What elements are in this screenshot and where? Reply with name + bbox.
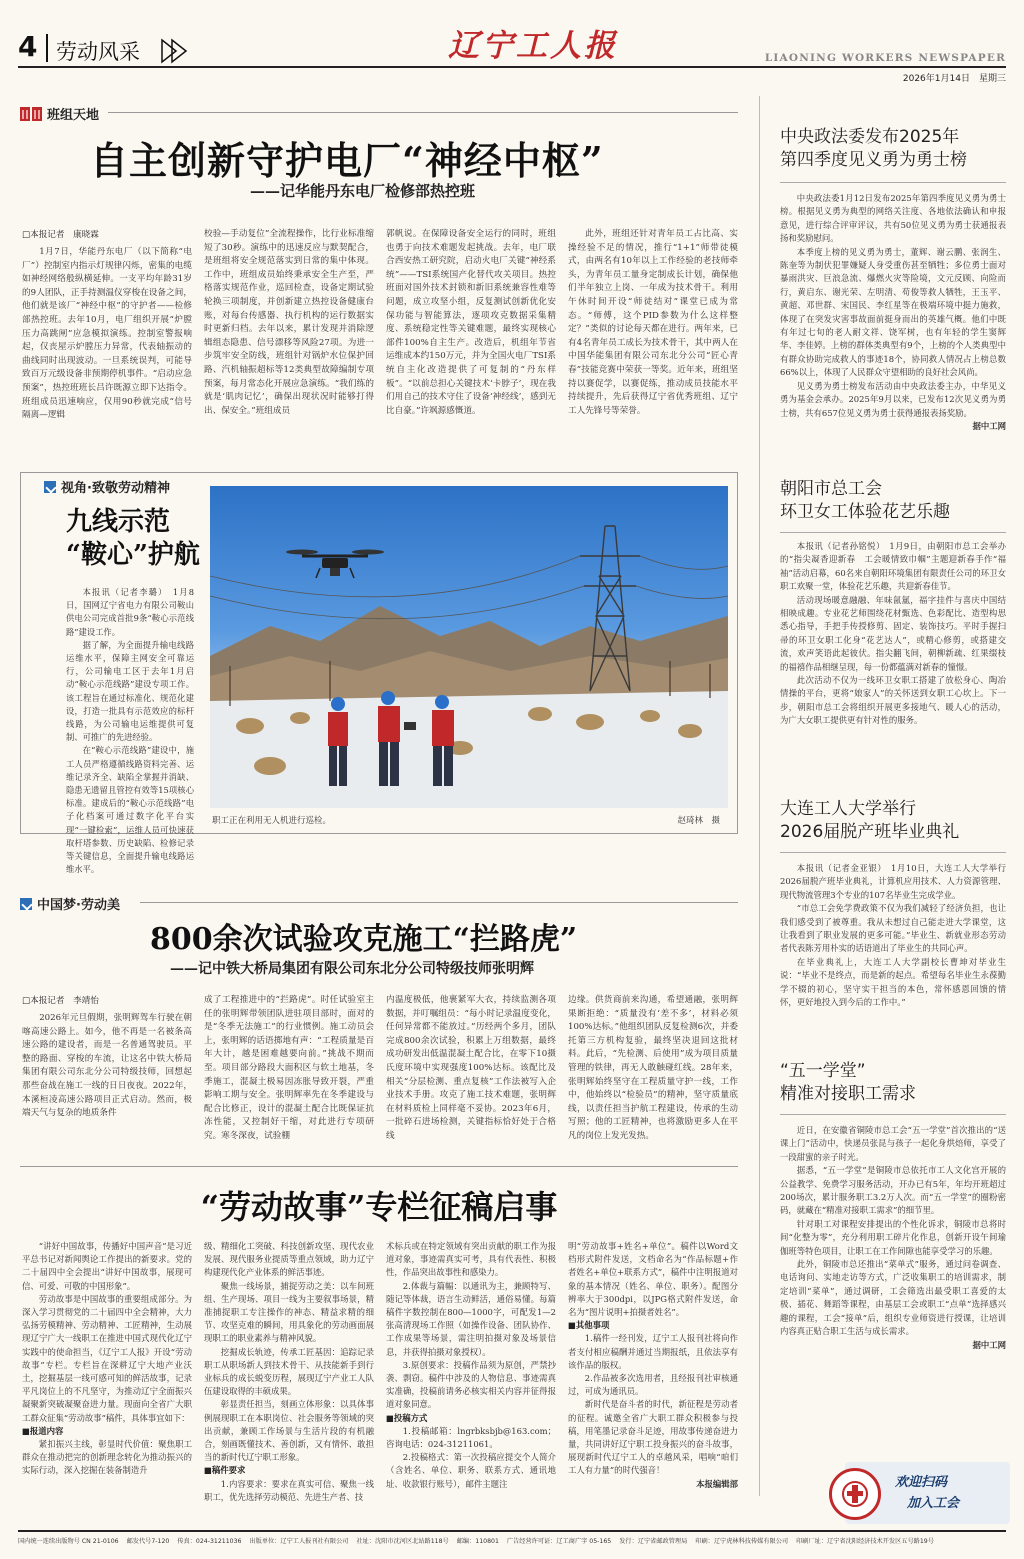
article3-title: 800余次试验攻克施工“拦路虎” [150,922,578,957]
header-arrow-decoration [160,38,190,64]
article2-photo [210,486,728,808]
sidebar4-title [780,1060,1010,1106]
article4-title: “劳动故事”专栏征稿启事 [200,1188,558,1226]
sidebar2-paragraph: 本报讯（记者孙铭悦） 1月9日，由朝阳市总工会举办的“指尖凝香迎新春 工会暖情致巾帼”主题迎新春手作“福袖”活动启幕，60名来自朝阳环境集团有限责任公司的环卫女职工欢聚一堂，体验花艺乐趣，共迎新春佳节。 [780,541,1006,592]
article1-tag-rule [108,112,738,113]
drone-graphic [286,550,384,579]
qr-promo-banner[interactable] [845,1462,1010,1524]
sidebar1-rule [780,182,1006,183]
article2-title [66,506,200,572]
sidebar3-title [780,798,1010,844]
article3-column-4 [568,994,738,1152]
sidebar2-paragraph: 此次活动不仅为一线环卫女职工搭建了放松身心、陶冶情操的平台，更将“娘家人”的关怀送到女职工心坎上。下一步，朝阳市总工会将组织开展更多接地气、暖人心的活动，为广大女职工提供更有针对性的服务。 [780,675,1006,726]
footer-item: 发行：辽宁省邮政管理局 [619,1538,688,1545]
article4-subhead: ■投稿方式 [386,1412,428,1423]
sidebar4-body [780,1124,1006,1368]
article4-top-rule [20,1166,738,1167]
article3-column-3 [386,994,556,1152]
article4-paragraph: 2.投稿格式：第一次投稿应提交个人简介（含姓名、单位、职务、联系方式、通讯地址、收款银行账号），邮件主题注 [386,1452,556,1489]
article3-section-tag [20,894,120,913]
article1-section-tag [20,104,99,123]
article3-col2-text: 成了工程推进中的“拦路虎”。时任试验室主任的张明辉带领团队进驻项目部时，面对的是“冬季无法施工”的行业惯例。施工动员会上，张明辉的话语掷地有声：“工程质量是百年大计，越是困难越要向前。”挑战不期而至。项目部分路段大面积区与软土地基，冬季施工，混凝土极易因冻胀导致开裂，严重影响工期与安全。张明辉率先在冬季建设与配合比修正，设计的混凝土配合比既保证抗冻性能，又控制好干缩，对此进行专项研究。寒冬深夜，试验棚 [204,995,374,1141]
article2-title-line1: 九线示范 [66,507,171,537]
article1-column-4 [568,228,738,424]
sidebar2-body [780,540,1006,752]
article2-paragraph: 在“鞍心示范线路”建设中，施工人员严格遵循线路资料完善、运维记录齐全、缺陷全掌握并消缺、隐患无遗留且管控有效等15项核心标准。建成后的“鞍心示范线路”电子化档案可通过数字化平台实现“一键检索”，运维人员可快速获取杆塔参数、历史缺陷、检修记录等关键信息，全面提升输电线路运维水平。 [66,745,194,875]
article2-body [66,586,194,875]
article4-subhead: ■其他事项 [568,1320,610,1331]
sidebar3-paragraph: 本报讯（记者金亚银） 1月10日，大连工人大学举行2026届脱产班毕业典礼，计算机应用技术、人力资源管理、现代物流管理3个专业的107名毕业生完成学业。 [780,863,1006,900]
issue-weekday: 星期三 [978,74,1006,84]
sidebar1-title-line2: 第四季度见义勇为勇士榜 [780,150,967,170]
footer-item: 广告经营许可证：辽工商广字 05-165 [506,1538,612,1545]
article4-paragraph: 明“劳动故事+姓名+单位”。稿件以Word文档形式附件发送，文档命名为“作品标题+作者姓名+单位+联系方式”，稿件中注明报道对象的基本情况（姓名、单位、职务）。配图分辨率大于300dpi，以JPG格式附件发送，命名为“图片说明+拍摄者姓名”。 [568,1241,738,1318]
article2-tag-label: 视角·致敬劳动精神 [61,481,170,496]
article4-paragraph: 2.作品被多次选用者，且经报刊社审核通过，可成为通讯员。 [568,1373,738,1397]
article1-column-1 [22,246,192,424]
sidebar3-paragraph: “市总工会免学费政策不仅为我们减轻了经济负担，也让我们感受到了被尊重。我从未想过自己能走进大学课堂，这让我看到了职业发展的更多可能。”毕业生、新就业形态劳动者代表陈芳用朴实的话语道出了毕业生的共同心声。 [780,903,1006,954]
article4-paragraph: 1.稿件一经刊发，辽宁工人报刊社将向作者支付相应稿酬并通过当期报纸，且依法享有该作品的版权。 [568,1333,738,1370]
sidebar1-paragraph: 中央政法委1月12日发布2025年第四季度见义勇为勇士榜。根据见义勇为典型的网络关注度、各地依法确认和申报意见，进行综合评审评议，共有50位见义勇为勇士获通报表扬和奖励慰问。 [780,193,1006,244]
article1-col4-text: 此外，班组还针对青年员工占比高、实操经验不足的情况，推行“1+1”师带徒模式，由两名有10年以上工作经验的老技师牵头，为青年员工量身定制成长计划，确保他们半年独立上岗、一年成为技术骨干。利用午休时间开设“师徒结对”课堂已成为常态。“师傅，这个PID参数为什么这样整定？”类似的讨论每天都在进行。两年来，已有4名青年员工成长为技术骨干，其中两人在中国华能集团有限公司东北分公司“匠心青春”技能竞赛中荣获一等奖。近年来，班组坚持以赛促学，以赛促练，推动成员技能水平持续提升，先后获得辽宁省优秀班组、辽宁工人先锋号等荣誉。 [568,229,738,416]
union-logo-icon [829,1468,881,1520]
article1-byline: □本报记者 康晓霖 [22,230,99,240]
paper-logo: 辽宁工人报 [448,28,618,64]
sidebar2-title-line2: 环卫女工体验花艺乐趣 [780,502,950,522]
qr-promo-line2: 加入工会 [907,1496,960,1511]
check-tag-icon [20,898,32,910]
page-number-divider [46,34,48,62]
article4-paragraph: 术标兵或在特定领域有突出贡献的职工作为报道对象，事迹需真实可考，具有代表性、积极性，作品突出故事性和感染力。 [386,1241,556,1278]
sidebar4-paragraph: 近日，在安徽省铜陵市总工会“五一学堂”首次推出的“送课上门”活动中，快递员张昆与孩子一起化身烘焙师，享受了一段甜蜜的亲子时光。 [780,1125,1006,1162]
article3-tag-label: 中国梦·劳动美 [37,898,120,913]
issue-date: 2026年1月14日 [902,74,970,84]
sidebar4-title-line2: 精准对接职工需求 [780,1084,916,1104]
sidebar4-title-line1: “五一学堂” [780,1061,866,1081]
article3-col1-text: 2026年元旦假期，张明辉驾车行驶在朝喀高速公路上。如今，他不再是一名被条高速公路的建设者，而是一名普通驾驶员。平整的路面、穿梭的车流，让这名中铁大桥局集团有限公司东北分公司特级技师，回想起那些奋战在施工一线的日日夜夜。2022年，本溪桓凌高速公路项目正式启动。然而，极端天气与复杂的地质条件 [22,1013,192,1119]
sidebar1-title-line1: 中央政法委发布2025年 [780,127,960,147]
article1-col3-text: 郭帆说。在保障设备安全运行的同时，班组也勇于向技术难题发起挑战。去年，电厂联合西安热工研究院，启动火电厂关键“神经系统”——TSI系统国产化替代攻关项目。热控班面对国外技术封锁和新旧系统兼容性难等问题，成立攻坚小组，反复测试创新优化安保功能与智能算法，逐项攻克数据采集精度、系统稳定性等关键难题，最终实现核心部件100%自主生产。改造后，机组年节省运维成本约150万元，并为全国火电厂TSI系统自主化改造提供了可复制的“丹东样板”。“以前总担心关键技术‘卡脖子’，现在我们用自己的技术守住了设备‘神经线’，感到无比自豪。”许飒源感慨道。 [386,229,556,416]
footer-item: 社址：沈阳市沈河区北站路118号 [356,1538,449,1545]
sidebar3-title-line2: 2026届脱产班毕业典礼 [780,822,960,842]
issue-date-line [700,71,1006,84]
article4-paragraph: “讲好中国故事，传播好中国声音”是习近平总书记对新闻舆论工作提出的新要求。党的二十届四中全会提出“讲好中国故事，展现可信、可爱、可敬的中国形象”。 [22,1241,192,1291]
sidebar3-body [780,862,1006,1038]
book-icon [20,107,42,121]
page-section-title: 劳动风采 [56,40,140,64]
article2-section-tag [40,477,174,496]
article4-paragraph: 挖掘成长轨迹，传承工匠基因：追踪记录职工从职场新人到技术骨干、从技能新手到行业标兵的成长蜕变历程，展现辽宁产业工人队伍建设取得的丰硕成果。 [204,1346,374,1397]
article3-col4-text: 边缘。供货商前来沟通，希望通融，张明辉果断拒绝：“质量没有‘差不多’，材料必须100%达标。”他组织团队反复检测6次，并委托第三方机构复验，最终坚决退回这批材料。此后，“先检测、后使用”成为项目质量管理的铁律，再无人敢触碰红线。28年来，张明辉始终坚守在工程质量守护一线，工作中，他始终以“检验员”的精神，坚守质量底线，以责任担当护航工程建设，传承的生动写照；他的工匠精神，也将激励更多人在平凡的岗位上发光发热。 [568,995,738,1141]
sidebar2-title-line1: 朝阳市总工会 [780,479,882,499]
article4-column-1 [22,1240,192,1508]
sidebar3-rule [780,852,1006,853]
article4-paragraph: 紧扣振兴主线，彰显时代价值：聚焦职工群众在推动把完的创新理念转化为推动振兴的实际行动，深入挖掘在装备制造升 [22,1439,192,1476]
article2-title-line2: “鞍心”护航 [66,540,200,570]
sidebar4-signoff: 据中工网 [972,1339,1006,1350]
right-column-divider [759,96,760,1496]
footer-item: 邮编：110801 [456,1538,499,1545]
sidebar2-title [780,478,1010,524]
paper-name-english: LIAONING WORKERS NEWSPAPER [764,52,1006,64]
article4-paragraph: 新时代是奋斗者的时代，新征程是劳动者的征程。诚邀全省广大职工群众积极参与投稿，用笔墨记录奋斗足迹，用故事传递奋进力量，共同讲好辽宁职工投身振兴的奋斗故事，展现新时代辽宁工人的卓越风采，唱响“咱们工人有力量”的时代强音！ [568,1399,738,1476]
article3-tag-rule [140,902,738,903]
footer-imprint [18,1536,1006,1545]
article3-subtitle: ——记中铁大桥局集团有限公司东北分公司特级技师张明辉 [170,961,534,977]
article1-col2-text: 校验—手动复位”全流程操作，比行业标准缩短了30秒。演练中的迅速反应与默契配合，是班组将安全规范落实到日常的集中体现。工作中，班组成员始终秉承安全生产至，严格落实规范作业，巡回检查，设备定期试验轮换三项制度，并创新建立热控设备健康台账，对每台传感器、执行机构的运行数据实时更新归档。去年以来，累计发现并消除逻辑组态隐患、信号漂移等风险27项。为进一步筑牢安全防线，班组针对锅炉水位保护回路、汽机轴振超标等12类典型故障编制专项预案，每月常态化开展应急演练。“我们练的就是‘肌肉记忆’，确保出现状况时能够打得出、保安全。”班组成员 [204,229,374,416]
article4-subhead: ■稿件要求 [204,1465,246,1476]
sidebar2-paragraph: 活动现场暖意融融、年味氤氲，福字挂件与喜庆中国结相映成趣。专业花艺师围绕花材甄选、色彩配比、造型构思悉心指导，手把手传授修剪、固定、装饰技巧。平时手握扫帚的环卫女职工化身“花艺达人”，或精心修剪，或搭建交流，欢声笑语此起彼伏。指尖翻飞间，朝柳新疏、红果缀枝的福禧作品相继呈现，每一份都蕴满对新春的憧憬。 [780,594,1006,672]
page-number: 4 [18,30,38,63]
article1-tag-label: 班组天地 [47,108,100,123]
sidebar1-body [780,192,1006,431]
article2-paragraph: 本报讯（记者李璐） 1月8日，国网辽宁省电力有限公司鞍山供电公司完成首批9条“鞍心示范线路”建设工作。 [66,587,194,637]
article1-column-2 [204,228,374,424]
footer-item: 印刷厂址：辽宁省沈阳经济技术开发区五号路19号 [796,1538,934,1545]
sidebar4-rule [780,1114,1006,1115]
sidebar4-paragraph: 据悉，“五一学堂”是铜陵市总依托市工人文化宫开展的公益教学、免费学习服务活动，开办已有5年，年均开班超过200场次，累计服务职工3.2万人次。而“五一学堂”的圈粉密码，就藏在“精准对接职工需求”的细节里。 [780,1165,1006,1216]
footer-item: 出版单位：辽宁工人报刊社有限公司 [249,1538,349,1545]
footer-item: 国内统一连续出版物号 CN 21-0106 [18,1538,119,1545]
sidebar3-title-line1: 大连工人大学举行 [780,799,916,819]
article4-paragraph: 2.体裁与篇幅：以通讯为主，兼顾特写、随记等体裁，语言生动鲜活，通俗易懂。每篇稿件字数控制在800—1000字，可配发1—2张高清现场工作照（如操作设备、团队协作、工作成果等场景，需注明拍摄对象及场景信息，并获得拍摄对象授权）。 [386,1280,556,1357]
article4-column-3 [386,1240,556,1508]
page-header [0,0,1024,90]
footer-rule [18,1530,1006,1532]
article2-photo-credit: 赵琦林 摄 [677,816,720,826]
article4-subhead: ■报道内容 [22,1425,64,1436]
article3-col3-text: 内温度极低，他裹紧军大衣，持续监测各项数据，并叮嘱组员：“每小时记录温度变化，任何异常都不能放过。”历经两个多月，团队完成800余次试验，积累上万组数据，最终成功研发出低温混凝土配合比，在零下10摄氏度环境中实现强度100%达标。该配比及相关“分层检测、重点复核”工作法被写入企业技术手册。攻克了施工技术难题，张明辉在材料质检上同样毫不妥协。2023年6月，一批碎石进场检测，关键指标恰好处于合格线 [386,995,556,1141]
article2-photo-caption: 职工正在利用无人机进行巡检。 [212,816,332,826]
article3-column-1 [22,1012,192,1152]
article4-column-4 [568,1240,738,1508]
drone-inspection-photo-illustration [210,486,728,808]
article1-title: 自主创新守护电厂“神经中枢” [90,138,604,183]
article4-column-2 [204,1240,374,1508]
check-tag-icon [44,481,56,493]
sidebar1-paragraph: 见义勇为勇士榜发布活动由中央政法委主办，中华见义勇为基金会承办。2025年9月以来，已发布12次见义勇为勇士榜，共有657位见义勇为勇士获得通报表扬奖励。 [780,380,1006,418]
article4-paragraph: 彰显责任担当，刻画立体形象：以具体事例展现职工在本职岗位、社会服务等领域的突出贡献，兼顾工作场景与生活片段的有机融合，刻画既懂技术、善创新，又有情怀、敢担当的新时代辽宁职工形象。 [204,1399,374,1463]
footer-item: 邮发代号7-120 [126,1538,170,1545]
sidebar2-rule [780,532,1006,533]
article4-paragraph: 1.投稿邮箱：lngrbksbjb@163.com；咨询电话：024-31211061。 [386,1425,556,1450]
qr-promo-text [895,1472,959,1514]
article4-paragraph: 级、精细化工突破、科技创新攻坚、现代农业发展、现代服务业提质等重点领域，助力辽宁构建现代化产业体系的鲜活事迹。 [204,1241,374,1278]
sidebar1-title [780,126,1010,172]
qr-promo-line1: 欢迎扫码 [895,1475,948,1490]
sidebar4-paragraph: 针对职工对课程安排提出的个性化诉求，铜陵市总将时间“化整为零”，充分利用职工碎片化作息，创新开设午间瑜伽班等特色项目，让职工在工作间隙也能享受学习的乐趣。 [780,1218,1006,1256]
article4-signoff: 本报编辑部 [696,1478,738,1489]
sidebar3-paragraph: 在毕业典礼上，大连工人大学副校长曹坤对毕业生说：“毕业不是终点，而是新的起点。希望每名毕业生永葆勤学不辍的初心，坚守实干担当的本色，常怀感恩回馈的情怀，更好地投入到今后的工作中。” [780,956,1006,1008]
article1-col1-text: 1月7日，华能丹东电厂（以下简称“电厂”）控制室内指示灯规律闪烁，密集的电缆如神经网络般纵横延伸。一支平均年龄31岁的9人团队，正手持测温仪穿梭在设备之间，他们就是该厂“神经中枢”的守护者——检修部热控班。去年10月，电厂组织开展“炉膛压力高跳闸”应急模拟演练。控制室警报响起，仅丧屋示炉膛压力异常，代表轴振动的曲线同时出现波动。一旦系统误判，可能导致百万元级设备非预期停机事件。“启动应急预案”，热控班班长吕许既源立即下达指令。班组成员迅速响应，仅用90秒就完成“信号隔离—逻辑 [22,247,192,421]
article1-column-3 [386,228,556,424]
article4-paragraph: 劳动故事是中国故事的重要组成部分。为深入学习贯彻党的二十届四中全会精神，大力弘扬劳模精神、劳动精神、工匠精神，生动展现辽宁广大一线职工在推进中国式现代化辽宁实践中的使命担当，《辽宁工人报》开设“劳动故事”专栏。专栏旨在深耕辽宁大地产业沃土，挖掘基层一线可感可知的鲜活故事，记录平凡岗位上的不凡坚守，为推动辽宁全面振兴凝聚新突破凝聚奋进力量。现面向全省广大职工群众征集“劳动故事”稿件，具体事宜如下： [22,1293,192,1423]
article4-paragraph: 1.内容要求：要求在真实可信、聚焦一线职工，优先选择劳动模范、先进生产者、技 [204,1478,374,1502]
article2-paragraph: 据了解，为全面提升输电线路运维水平，保障主网安全可靠运行，公司输电工区于去年1月启动“鞍心示范线路”建设专项工作。该工程旨在通过标准化、规范化建设，打造一批具有示范效应的标杆线路，为公司输电运维提供可复制、可推广的先进经验。 [66,639,194,743]
article4-paragraph: 3.原创要求：投稿作品须为原创，严禁抄袭、剽窃。稿件中涉及的人物信息、事迹需真实准确，投稿前请务必核实相关内容并征得报道对象同意。 [386,1359,556,1410]
sidebar4-paragraph: 此外，铜陵市总还推出“菜单式”服务，通过问卷调查、电话询问、实地走访等方式，广泛收集职工的培训需求，制定培训“菜单”，通过调研，工会筛选出最受职工喜爱的太极、插花、舞蹈等课程，由基层工会或职工“点单”选择感兴趣的课程，工会“接单”后，组织专业师资进行授课，让培训内容真正贴合职工生活与成长需求。 [780,1259,1006,1337]
article1-subtitle: ——记华能丹东电厂检修部热控班 [250,182,476,200]
article3-byline: □本报记者 李靖怡 [22,996,99,1006]
sidebar1-paragraph: 本季度上榜的见义勇为勇士，董辉、谢云鹏、张润生、陈奎等为制伏犯罪嫌疑人身受重伤甚至牺牲；多位勇士面对暴雨洪灾、巨浪急流、爆燃火灾等险境，文元反顾、向险而行，黄启东、谢光荣、左明清、苟俊等救人牺牲，王玉平、黄超、邓世群、宋国民、李红星等在极端环境中挺力施救，体现了在突发灾害事故面前挺身而出的英雄气概。他们中既有年过七旬的老人耐文祥、饶军树，也有年轻的学生窦辉华、李佳婷。上榜的群体类典型有9个，上榜的个人类典型中有群众协助完成救人的事迹18个，协同救人情况占上榜总数66%以上，体现了人民群众守望相助的良好社会风尚。 [780,246,1006,378]
footer-item: 传真：024-31211036 [177,1538,242,1545]
article4-paragraph: 聚焦一线场景，捕捉劳动之美：以车间班组、生产现场、项目一线为主要叙事场景，精准捕捉职工专注操作的神态、精益求精的细节、攻坚克难的瞬间，用具象化的劳动画面展现职工的职业素养与精神风貌。 [204,1280,374,1344]
article3-column-2 [204,994,374,1152]
footer-item: 印刷：辽宁虎林科技传媒有限公司 [695,1538,789,1545]
header-rule [18,66,1006,68]
sidebar1-signoff: 据中工网 [972,420,1006,431]
